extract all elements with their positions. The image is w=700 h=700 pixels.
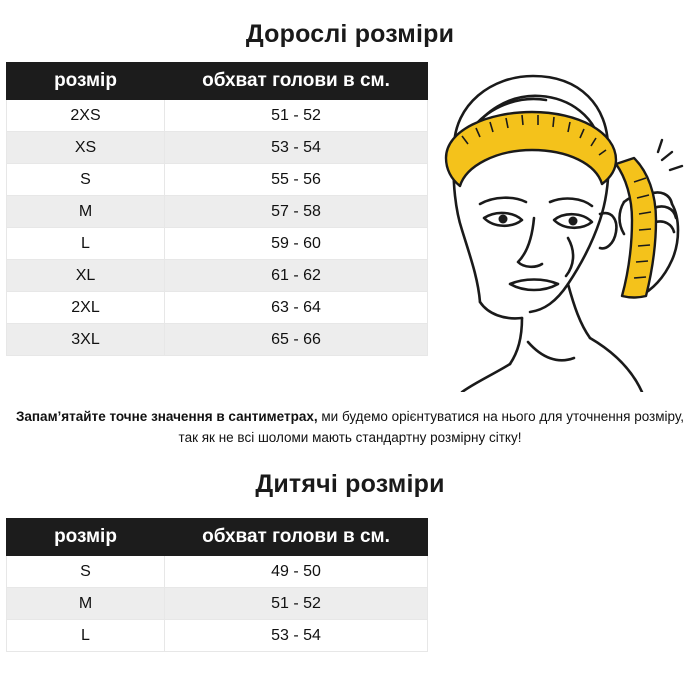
cell-circumference: 63 - 64 xyxy=(165,292,428,324)
table-row xyxy=(7,132,428,164)
table-row xyxy=(7,228,428,260)
column-header-size: розмір xyxy=(7,519,165,556)
measuring-tape xyxy=(446,112,656,298)
cell-size: S xyxy=(7,556,165,588)
kids-size-table xyxy=(6,518,428,652)
measurement-note xyxy=(6,406,694,448)
cell-size: L xyxy=(7,620,165,652)
cell-size: XS xyxy=(7,132,165,164)
table-row xyxy=(7,620,428,652)
cell-size: 2XL xyxy=(7,292,165,324)
table-row xyxy=(7,588,428,620)
cell-circumference: 55 - 56 xyxy=(165,164,428,196)
cell-size: 2XS xyxy=(7,100,165,132)
note-strong-text: Запам’ятайте точне значення в сантиметрах, xyxy=(15,409,318,424)
kids-size-table-wrapper xyxy=(6,518,427,652)
adult-size-table xyxy=(6,62,428,356)
cell-circumference: 65 - 66 xyxy=(165,324,428,356)
table-row xyxy=(7,556,428,588)
man-measuring-head-illustration xyxy=(418,52,694,392)
cell-circumference: 61 - 62 xyxy=(165,260,428,292)
cell-size: 3XL xyxy=(7,324,165,356)
table-header-row xyxy=(7,63,428,100)
table-row xyxy=(7,100,428,132)
cell-size: L xyxy=(7,228,165,260)
table-row xyxy=(7,260,428,292)
cell-size: XL xyxy=(7,260,165,292)
illustration-svg xyxy=(418,52,694,392)
cell-size: M xyxy=(7,196,165,228)
cell-size: M xyxy=(7,588,165,620)
cell-circumference: 59 - 60 xyxy=(165,228,428,260)
column-header-circumference: обхват голови в см. xyxy=(165,63,428,100)
adult-section-title: Дорослі розміри xyxy=(245,20,455,48)
motion-marks xyxy=(658,140,682,170)
column-header-size: розмір xyxy=(7,63,165,100)
cell-circumference: 51 - 52 xyxy=(165,100,428,132)
table-row xyxy=(7,164,428,196)
adult-size-table-wrapper xyxy=(6,62,427,356)
cell-size: S xyxy=(7,164,165,196)
cell-circumference: 57 - 58 xyxy=(165,196,428,228)
column-header-circumference: обхват голови в см. xyxy=(165,519,428,556)
cell-circumference: 53 - 54 xyxy=(165,132,428,164)
table-row xyxy=(7,292,428,324)
cell-circumference: 49 - 50 xyxy=(165,556,428,588)
table-row xyxy=(7,196,428,228)
kids-section-title: Дитячі розміри xyxy=(255,470,445,498)
cell-circumference: 53 - 54 xyxy=(165,620,428,652)
cell-circumference: 51 - 52 xyxy=(165,588,428,620)
note-rest-text: ми будемо орієнтуватися на нього для уточнення розміру, так як не всі шоломи мають стандартну розмірну сітку! xyxy=(178,409,685,445)
table-header-row xyxy=(7,519,428,556)
table-row xyxy=(7,324,428,356)
